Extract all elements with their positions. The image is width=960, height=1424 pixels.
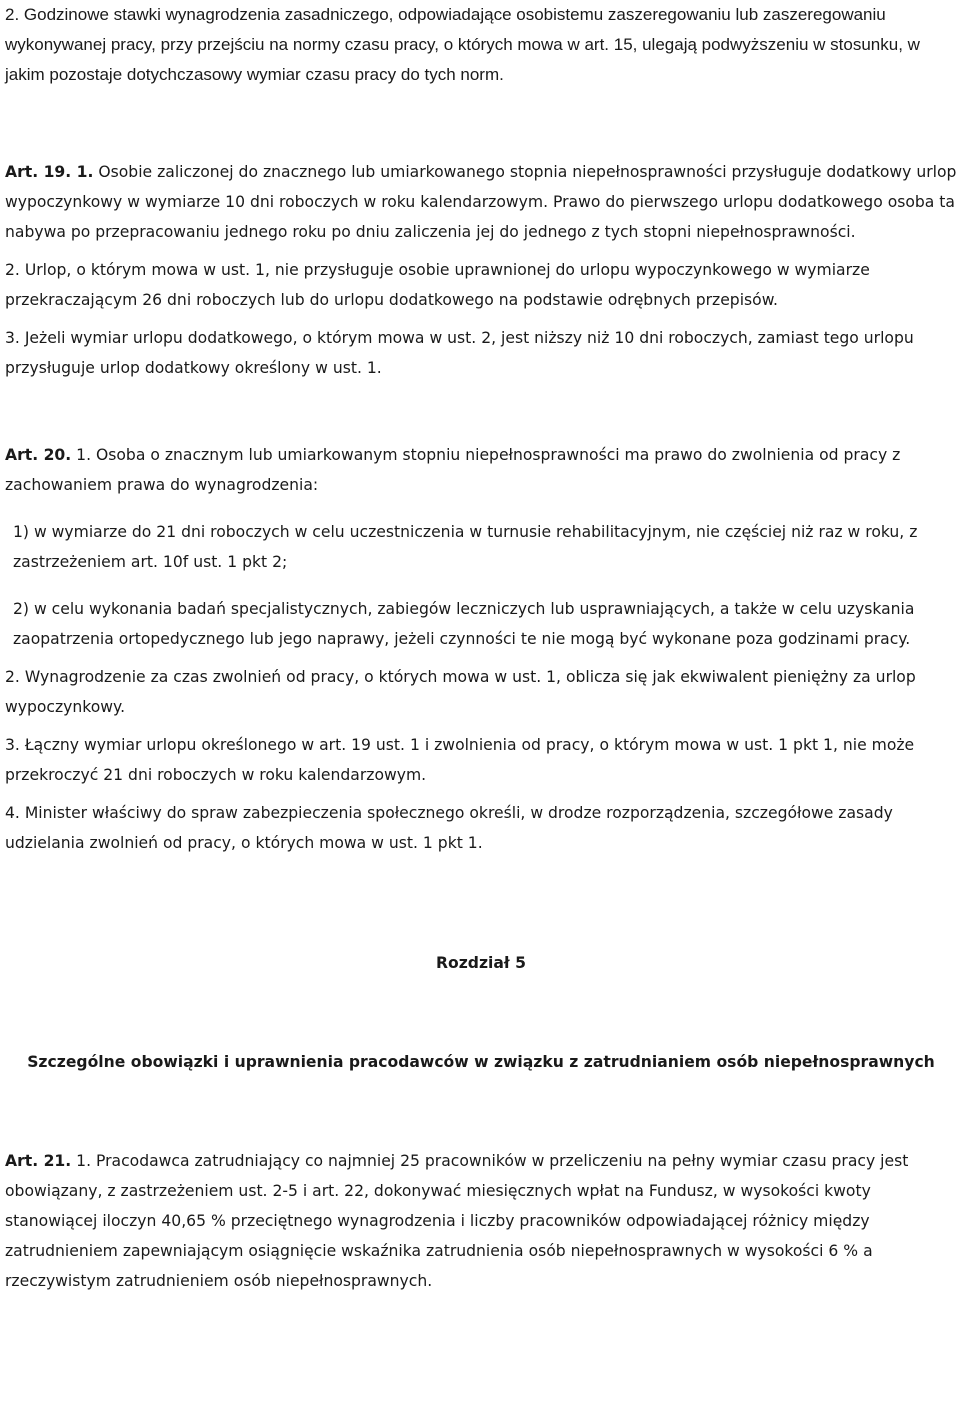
art20-heading: Art. 20.: [5, 446, 72, 464]
document-page: [5, 0, 957, 1296]
art21-p1-text: 1. Pracodawca zatrudniający co najmniej 25 pracowników w przeliczeniu na pełny wymiar czasu pracy jest obowiązany, z zastrzeżeniem ust. 2-5 i art. 22, dokonywać miesięcznych wpłat na Fundusz, w wysokości kwoty stanowiącej iloczyn 40,65 % przeciętnego wynagrodzenia i liczby pracowników odpowiadającej różnicy między zatrudnieniem zapewniającym osiągnięcie wskaźnika zatrudnienia osób niepełnosprawnych w wysokości 6 % a rzeczywistym zatrudnieniem osób niepełnosprawnych.: [5, 1152, 909, 1290]
chapter-number: Rozdział 5: [436, 954, 526, 972]
art20-item-1: 1) w wymiarze do 21 dni roboczych w celu uczestniczenia w turnusie rehabilitacyjnym, nie częściej niż raz w roku, z zastrzeżeniem art. 10f ust. 1 pkt 2;: [13, 523, 918, 571]
art19-heading: Art. 19. 1.: [5, 163, 94, 181]
art20-paragraph-1: [5, 440, 957, 500]
art19-paragraph-1: [5, 157, 957, 247]
art20-paragraph-3: 3. Łączny wymiar urlopu określonego w art. 19 ust. 1 i zwolnienia od pracy, o którym mowa w ust. 1 pkt 1, nie może przekroczyć 21 dni roboczych w roku kalendarzowym.: [5, 736, 915, 784]
art19-paragraph-3: 3. Jeżeli wymiar urlopu dodatkowego, o którym mowa w ust. 2, jest niższy niż 10 dni roboczych, zamiast tego urlopu przysługuje urlop dodatkowy określony w ust. 1.: [5, 329, 914, 377]
art20-paragraph-2: 2. Wynagrodzenie za czas zwolnień od pracy, o których mowa w ust. 1, oblicza się jak ekwiwalent pieniężny za urlop wypoczynkowy.: [5, 668, 916, 716]
art20-item-2: 2) w celu wykonania badań specjalistycznych, zabiegów leczniczych lub usprawniających, a także w celu uzyskania zaopatrzenia ortopedycznego lub jego naprawy, jeżeli czynności te nie mogą być wykonane poza godzinami pracy.: [13, 600, 915, 648]
art20-paragraph-4: 4. Minister właściwy do spraw zabezpieczenia społecznego określi, w drodze rozporządzenia, szczegółowe zasady udzielania zwolnień od pracy, o których mowa w ust. 1 pkt 1.: [5, 804, 893, 852]
art19-p1-text: Osobie zaliczonej do znacznego lub umiarkowanego stopnia niepełnosprawności przysługuje dodatkowy urlop wypoczynkowy w wymiarze 10 dni roboczych w roku kalendarzowym. Prawo do pierwszego urlopu dodatkowego osoba ta nabywa po przepracowaniu jednego roku po dniu zaliczenia jej do jednego z tych stopni niepełnosprawności.: [5, 163, 957, 241]
art20-p1-text: 1. Osoba o znacznym lub umiarkowanym stopniu niepełnosprawności ma prawo do zwolnienia od pracy z zachowaniem prawa do wynagrodzenia:: [5, 446, 901, 494]
chapter-title: Szczególne obowiązki i uprawnienia pracodawców w związku z zatrudnianiem osób niepełnosprawnych: [27, 1053, 935, 1071]
paragraph-art15-2: 2. Godzinowe stawki wynagrodzenia zasadniczego, odpowiadające osobistemu zaszeregowaniu lub zaszeregowaniu wykonywanej pracy, przy przejściu na normy czasu pracy, o których mowa w art. 15, ulegają podwyższeniu w stosunku, w jakim pozostaje dotychczasowy wymiar czasu pracy do tych norm.: [5, 5, 920, 84]
art19-paragraph-2: 2. Urlop, o którym mowa w ust. 1, nie przysługuje osobie uprawnionej do urlopu wypoczynkowego w wymiarze przekraczającym 26 dni roboczych lub do urlopu dodatkowego na podstawie odrębnych przepisów.: [5, 261, 870, 309]
art21-paragraph-1: [5, 1146, 957, 1296]
art21-heading: Art. 21.: [5, 1152, 72, 1170]
